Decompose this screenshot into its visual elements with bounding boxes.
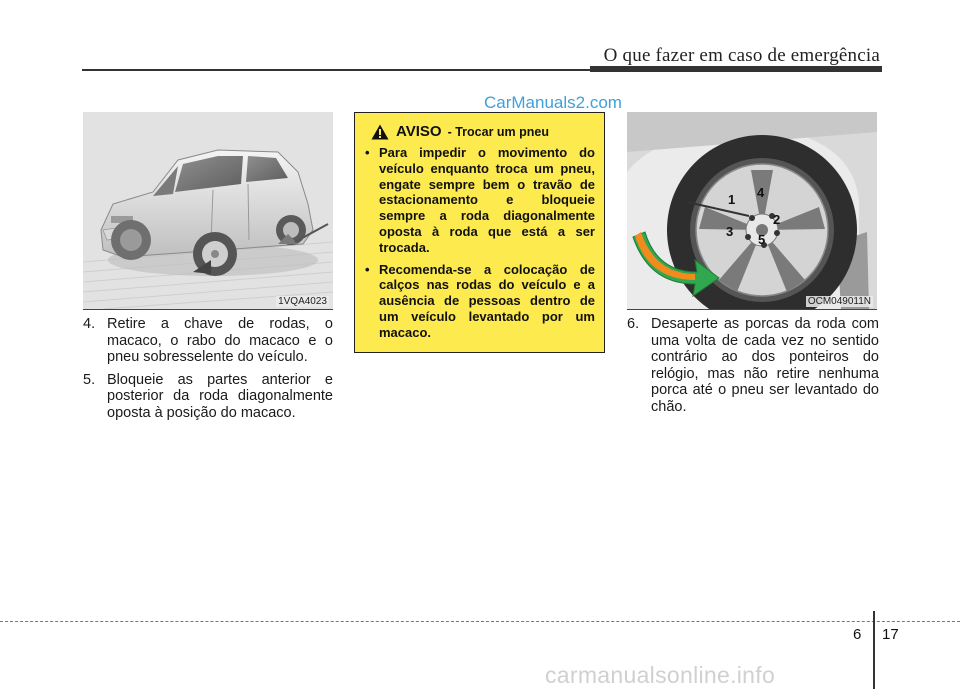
figure-caption: OCM049011N: [807, 296, 871, 307]
warning-header: [365, 123, 595, 140]
watermark-carmanualsonline[interactable]: carmanualsonline.info: [545, 662, 776, 688]
warning-item: [365, 145, 595, 256]
warning-item: [365, 262, 595, 341]
figure-wheel-lug-nuts: [627, 112, 877, 309]
step-number: 6.: [627, 316, 640, 332]
step-number: 4.: [83, 316, 96, 332]
car-illustration: [83, 112, 333, 309]
bullet: •: [365, 261, 370, 277]
warning-subtitle: - Trocar um pneu: [447, 124, 549, 139]
footer-dashed-rule: [0, 621, 960, 622]
step-text: Desaperte as porcas da roda com uma volta de cada vez no sentido contrário ao dos ponteiros do relógio, mas não retire nenhuma porca até o pneu ser levantado do chão.: [651, 316, 879, 415]
figure-bottom-rule: [627, 309, 877, 310]
lug-number-4: 4: [757, 185, 765, 200]
warning-title: AVISO: [396, 123, 442, 140]
step-6: [627, 316, 879, 415]
warning-triangle-icon: [371, 124, 389, 140]
warning-box: [354, 112, 605, 353]
page-header-title: O que fazer em caso de emergência: [603, 45, 880, 66]
figure-caption: 1VQA4023: [278, 296, 327, 307]
step-5: [83, 372, 333, 422]
step-4: [83, 316, 333, 366]
lug-number-2: 2: [773, 212, 781, 227]
step-text: Retire a chave de rodas, o macaco, o rabo do macaco e o pneu sobresselente do veículo.: [107, 316, 333, 365]
step-text: Bloqueie as partes anterior e posterior da roda diagonalmente oposta à posição do macaco.: [107, 371, 333, 421]
watermark-carmanuals2[interactable]: CarManuals2.com: [484, 93, 622, 112]
wheel-illustration: [627, 112, 877, 309]
footer-page-divider: [873, 611, 875, 689]
step-number: 5.: [83, 371, 96, 388]
right-column-text: [627, 316, 879, 421]
page-number: 17: [882, 626, 899, 643]
warning-list: [365, 145, 595, 341]
bullet: •: [365, 145, 370, 160]
lug-number-5: 5: [758, 232, 766, 247]
warning-item-text: Recomenda-se a colocação de calços nas rodas do veículo e a ausência de pessoas dentro de um veículo levantado por um macaco.: [379, 261, 595, 340]
lug-number-1: 1: [728, 192, 736, 207]
lug-number-3: 3: [726, 224, 734, 239]
warning-item-text: Para impedir o movimento do veículo enquanto troca um pneu, engate sempre bem o travão de estacionamento e bloqueie sempre a roda diagonalmente oposta à roda que está a ser trocada.: [379, 145, 595, 255]
chapter-number: 6: [853, 626, 862, 643]
header-rule-accent: [590, 66, 882, 72]
left-column-text: [83, 316, 333, 427]
figure-car-on-jack: [83, 112, 333, 309]
figure-bottom-rule: [83, 309, 333, 310]
